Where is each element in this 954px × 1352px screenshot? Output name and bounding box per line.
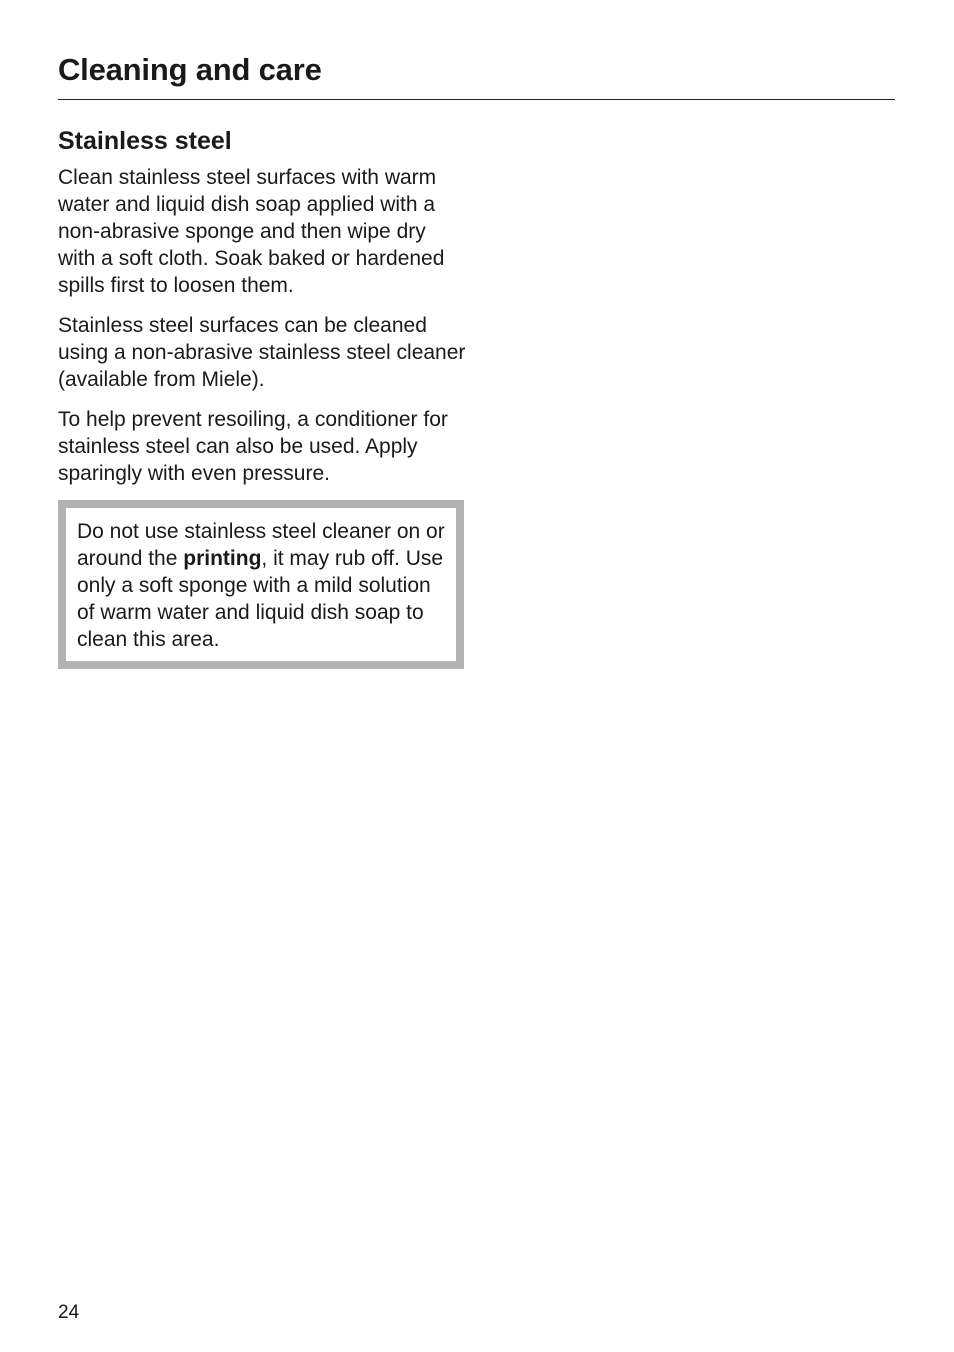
paragraph-conditioner: To help prevent resoiling, a conditioner for stainless steel can also be used. Apply sparingly with even pressure. <box>58 408 448 485</box>
note-text-after: , it may rub off. Use only a soft sponge with a mild solution of warm water and liquid dish soap to clean this area. <box>77 547 444 651</box>
title-divider <box>58 99 895 100</box>
page-number: 24 <box>58 1302 80 1323</box>
content-column <box>58 124 468 669</box>
warning-note-text <box>77 518 448 653</box>
note-text-before: Do not use stainless steel cleaner on or around the <box>77 520 445 570</box>
page-title: Cleaning and care <box>58 52 322 87</box>
note-text-bold: printing <box>183 547 262 570</box>
warning-note-box <box>58 500 464 669</box>
paragraph-cleaner: Stainless steel surfaces can be cleaned using a non-abrasive stainless steel cleaner (available from Miele). <box>58 314 466 391</box>
paragraph-cleaning: Clean stainless steel surfaces with warm water and liquid dish soap applied with a non-abrasive sponge and then wipe dry with a soft cloth. Soak baked or hardened spills first to loosen them. <box>58 166 445 297</box>
section-heading: Stainless steel <box>58 127 232 155</box>
